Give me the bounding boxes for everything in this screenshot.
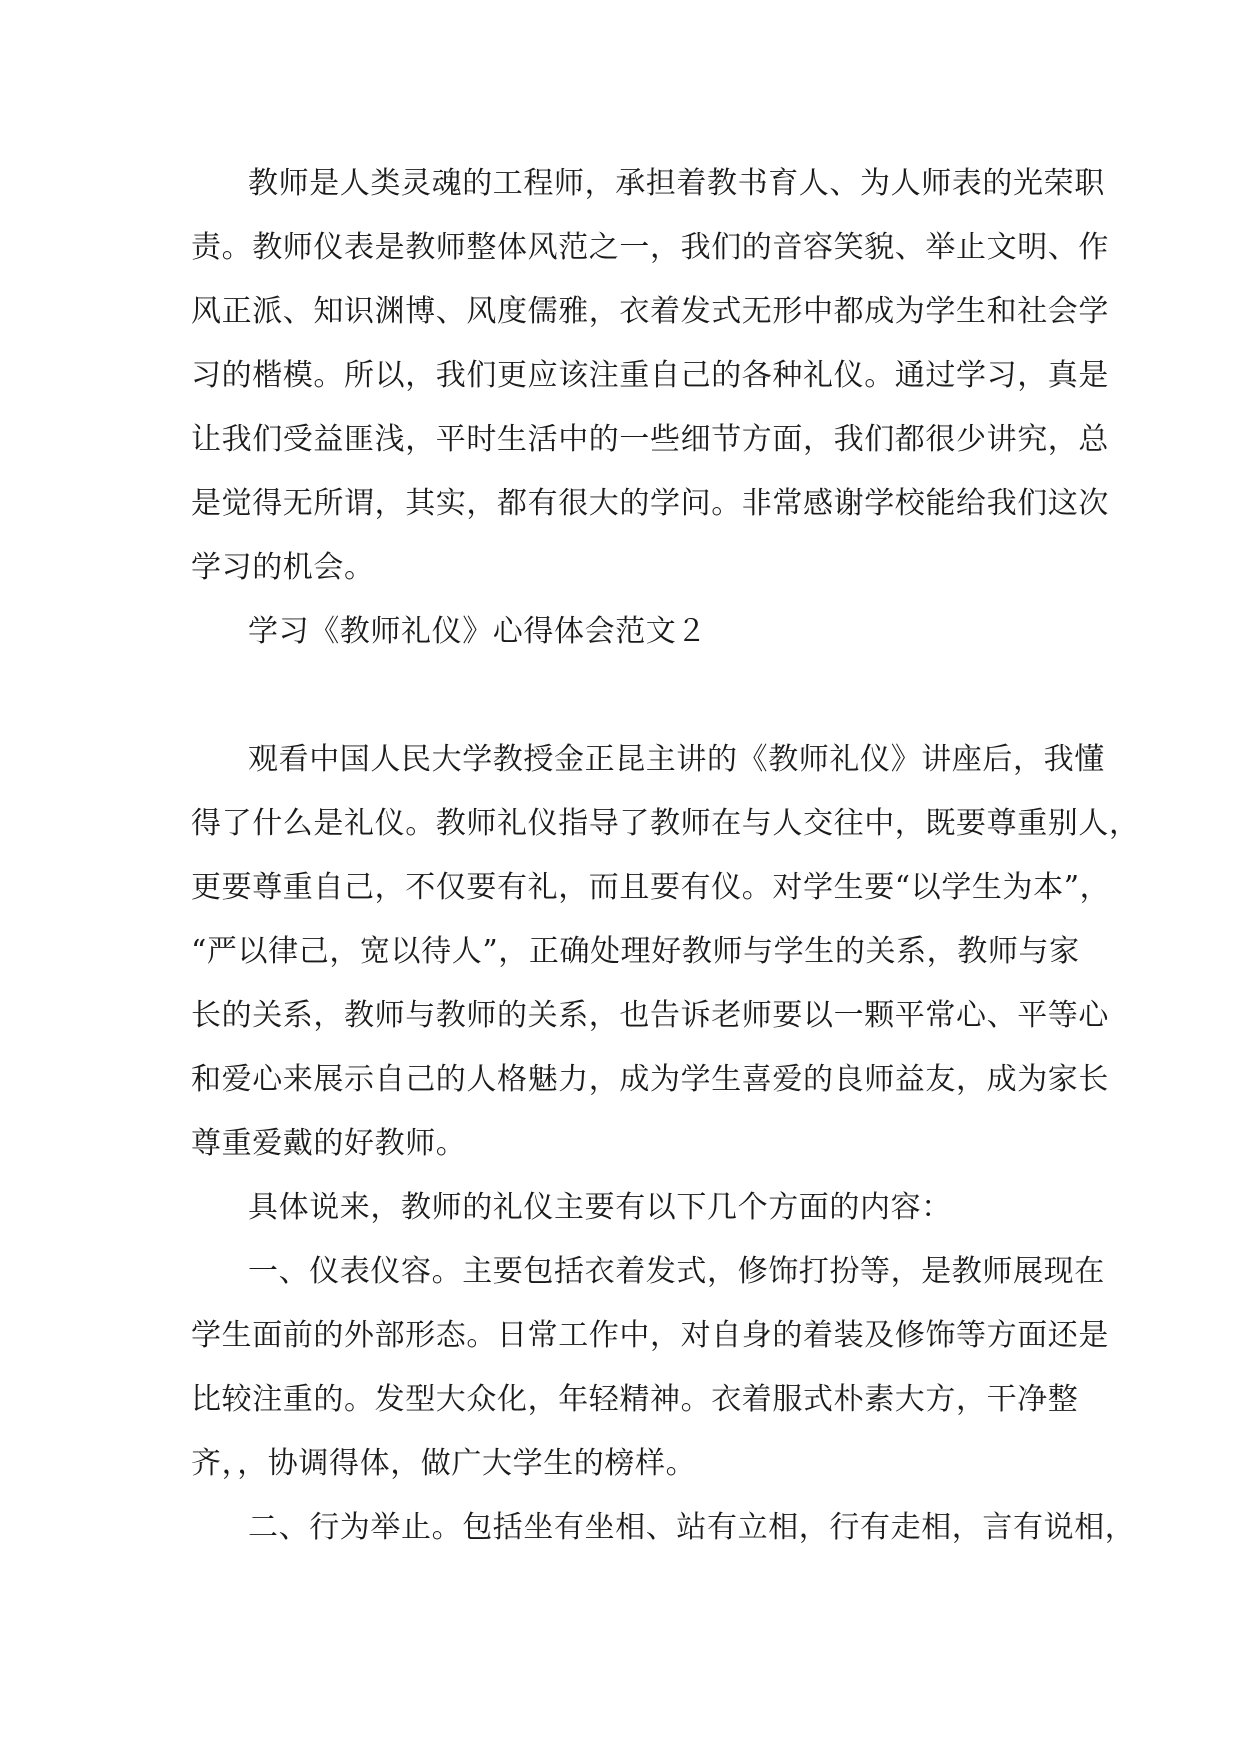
paragraph-4-line: 学生面前的外部形态。日常工作中，对自身的着装及修饰等方面还是 [191,1318,1109,1353]
paragraph-2-line: 和爱心来展示自己的人格魅力，成为学生喜爱的良师益友，成为家长 [191,1062,1109,1097]
paragraph-1-line: 责。教师仪表是教师整体风范之一，我们的音容笑貌、举止文明、作 [191,230,1109,265]
paragraph-1-line: 风正派、知识渊博、风度儒雅，衣着发式无形中都成为学生和社会学 [191,294,1109,329]
paragraph-5-line: 二、行为举止。包括坐有坐相、站有立相，行有走相，言有说相， [248,1510,1136,1545]
paragraph-2-line: 尊重爱戴的好教师。 [191,1126,467,1161]
paragraph-4-line: 齐，，协调得体，做广大学生的榜样。 [191,1446,697,1481]
paragraph-2-line: 观看中国人民大学教授金正昆主讲的《教师礼仪》讲座后，我懂 [248,742,1105,777]
paragraph-4-line: 比较注重的。发型大众化，年轻精神。衣着服式朴素大方，干净整 [191,1382,1079,1417]
paragraph-1-line: 学习的机会。 [191,550,375,585]
paragraph-2-line: 长的关系，教师与教师的关系，也告诉老师要以一颗平常心、平等心 [191,998,1109,1033]
paragraph-4-line: 一、仪表仪容。主要包括衣着发式，修饰打扮等，是教师展现在 [248,1254,1105,1289]
section-heading: 学习《教师礼仪》心得体会范文２ [248,614,707,649]
paragraph-2-line: 得了什么是礼仪。教师礼仪指导了教师在与人交往中，既要尊重别人， [191,806,1140,841]
paragraph-3-line: 具体说来，教师的礼仪主要有以下几个方面的内容： [248,1190,952,1225]
paragraph-2-line: “严以律己，宽以待人”，正确处理好教师与学生的关系，教师与家 [191,934,1080,969]
paragraph-1-line: 教师是人类灵魂的工程师，承担着教书育人、为人师表的光荣职 [248,166,1105,201]
paragraph-1-line: 习的楷模。所以，我们更应该注重自己的各种礼仪。通过学习，真是 [191,358,1109,393]
paragraph-2-line: 更要尊重自己，不仅要有礼，而且要有仪。对学生要“以学生为本”， [191,870,1111,905]
paragraph-1-line: 是觉得无所谓，其实，都有很大的学问。非常感谢学校能给我们这次 [191,486,1109,521]
paragraph-1-line: 让我们受益匪浅，平时生活中的一些细节方面，我们都很少讲究，总 [191,422,1109,457]
